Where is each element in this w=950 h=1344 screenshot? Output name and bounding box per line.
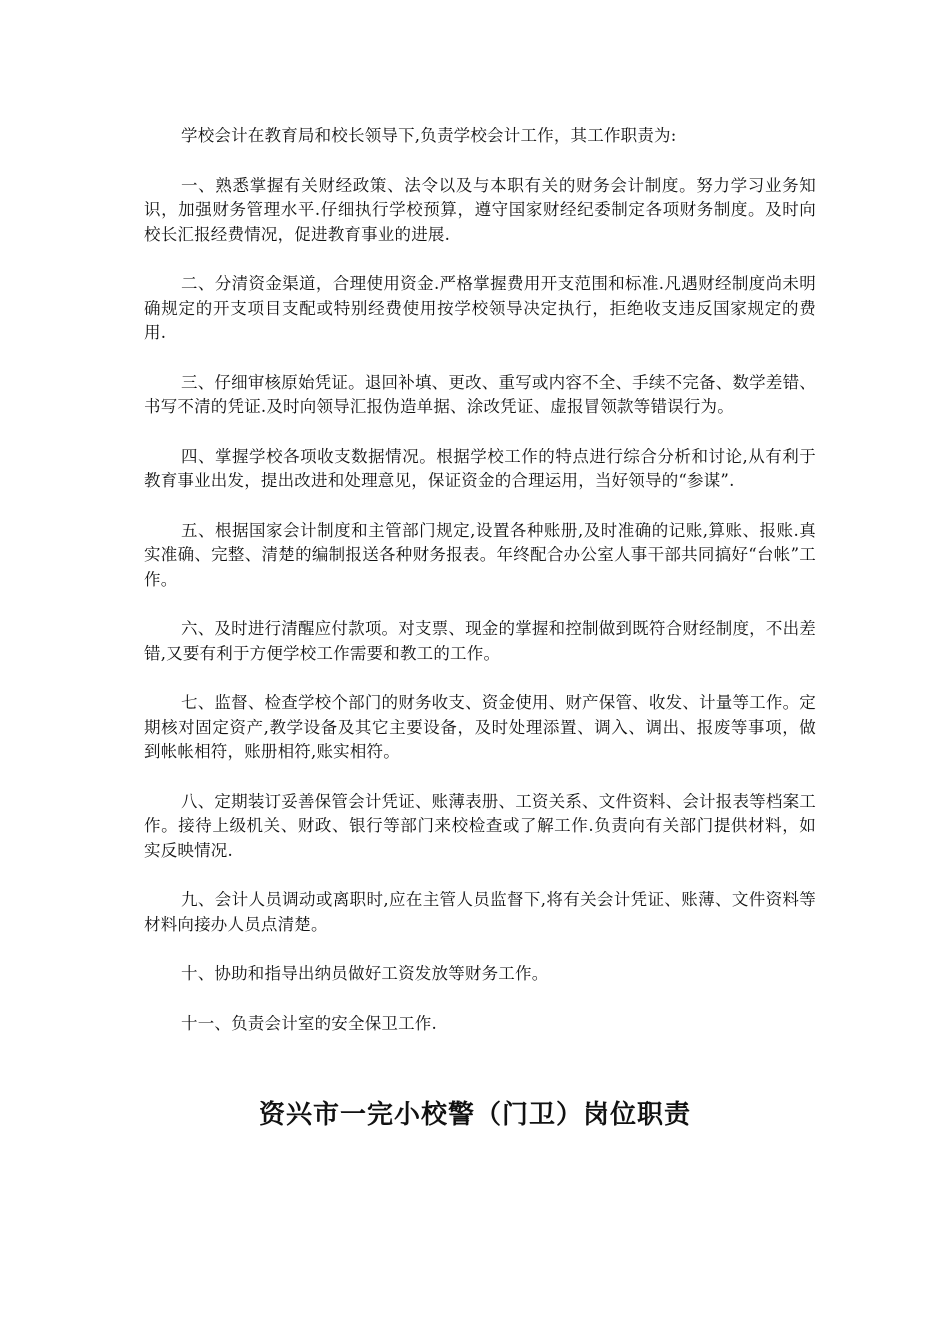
duty-item-5: 五、根据国家会计制度和主管部门规定,设置各种账册,及时准确的记账,算账、报账.真实准确、完整、清楚的编制报送各种财务报表。年终配合办公室人事干部共同搞好“台帐”工作。 [144,520,816,589]
duty-item-11: 十一、负责会计室的安全保卫工作. [181,1013,437,1033]
duty-item-2: 二、分清资金渠道，合理使用资金.严格掌握费用开支范围和标准.凡遇财经制度尚未明确规定的开支项目支配或特别经费使用按学校领导决定执行，拒绝收支违反国家规定的费用. [144,274,816,342]
duty-item-7: 七、监督、检查学校个部门的财务收支、资金使用、财产保管、收发、计量等工作。定期核对固定资产,教学设备及其它主要设备，及时处理添置、调入、调出、报废等事项，做到帐帐相符，账册相符,账实相符。 [144,693,816,761]
duty-item-6: 六、及时进行清醒应付款项。对支票、现金的掌握和控制做到既符合财经制度，不出差错,又要有利于方便学校工作需要和教工的工作。 [144,619,816,663]
section-title: 资兴市一完小校警（门卫）岗位职责 [258,1100,691,1130]
duty-item-1: 一、熟悉掌握有关财经政策、法令以及与本职有关的财务会计制度。努力学习业务知识，加强财务管理水平.仔细执行学校预算，遵守国家财经纪委制定各项财务制度。及时向校长汇报经费情况，促进教育事业的进展. [144,175,816,244]
duty-item-10: 十、协助和指导出纳员做好工资发放等财务工作。 [181,964,549,983]
document-body [144,124,816,1061]
intro-paragraph: 学校会计在教育局和校长领导下,负责学校会计工作，其工作职责为: [181,126,677,145]
duty-item-9: 九、会计人员调动或离职时,应在主管人员监督下,将有关会计凭证、账薄、文件资料等材料向接办人员点清楚。 [144,890,816,934]
duty-item-3: 三、仔细审核原始凭证。退回补填、更改、重写或内容不全、手续不完备、数学差错、书写不清的凭证.及时向领导汇报伪造单据、涂改凭证、虚报冒领款等错误行为。 [144,372,816,416]
duty-item-8: 八、定期装订妥善保管会计凭证、账薄表册、工资关系、文件资料、会计报表等档案工作。接待上级机关、财政、银行等部门来校检查或了解工作.负责向有关部门提供材料，如实反映情况. [144,791,816,860]
duty-item-4: 四、掌握学校各项收支数据情况。根据学校工作的特点进行综合分析和讨论,从有利于教育事业出发，提出改进和处理意见，保证资金的合理运用，当好领导的“参谋”. [144,446,816,490]
